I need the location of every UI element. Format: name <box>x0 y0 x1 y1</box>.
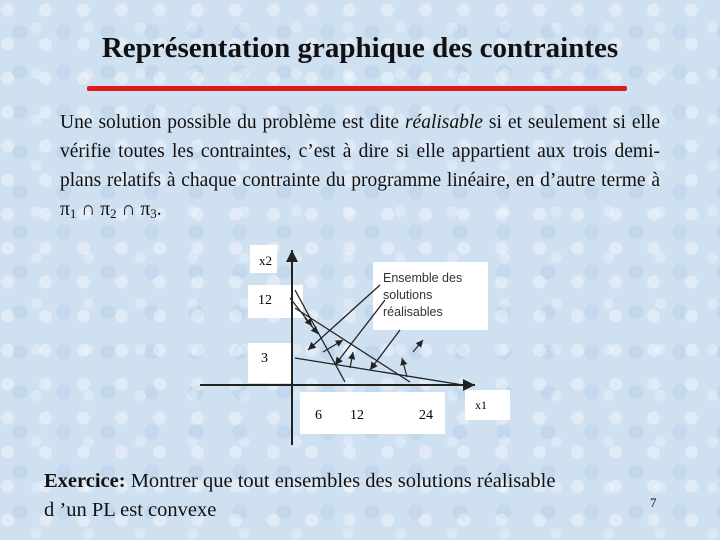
intersection-symbol-1: ∩ <box>76 199 101 220</box>
x-tick-12: 12 <box>350 408 364 423</box>
pi-symbol-2: π <box>100 199 111 220</box>
callout-arrow-3 <box>370 330 400 370</box>
pi-symbol-3: π <box>140 199 151 220</box>
pi-subscript-1: 1 <box>69 206 77 221</box>
paragraph-part1: Une solution possible du problème est dite <box>60 112 405 133</box>
slide-title: Représentation graphique des contraintes <box>101 32 619 64</box>
x-tick-24: 24 <box>419 408 433 423</box>
y-axis-label: x2 <box>259 253 272 268</box>
callout-line-1: Ensemble des <box>383 271 463 285</box>
exercise-text: Montrer que tout ensembles des solutions réalisable <box>125 470 556 492</box>
x-axis-label-box <box>465 390 510 420</box>
paragraph-end: . <box>156 199 162 220</box>
direction-arrow-5 <box>402 358 407 377</box>
callout-line-3: réalisables <box>383 305 443 319</box>
y-tick-3-box <box>248 343 293 383</box>
intersection-symbol-2: ∩ <box>116 199 141 220</box>
direction-arrow-6 <box>413 340 423 352</box>
y-tick-12-box <box>248 285 303 318</box>
exercise-text-line2: d ’un PL est convexe <box>44 499 217 521</box>
exercise-statement <box>44 467 664 525</box>
paragraph-part2: si et seulement si elle vérifie toutes les contraintes, c’est à dire si elle appartient aux trois demi-plans relatifs à chaque contrainte du programme linéaire, en d’autre terme à <box>60 112 660 191</box>
x-tick-6: 6 <box>315 408 322 423</box>
exercise-label: Exercice: <box>44 470 126 492</box>
callout-arrow-2 <box>335 300 385 365</box>
callout-line-2: solutions <box>383 288 433 302</box>
x-axis-label: x1 <box>475 398 487 412</box>
pi-subscript-3: 3 <box>150 206 157 221</box>
paragraph-emphasis: réalisable <box>404 112 483 133</box>
definition-paragraph <box>60 108 660 228</box>
direction-arrow-4 <box>350 352 353 368</box>
pi-symbol-1: π <box>60 199 70 220</box>
page-number: 7 <box>650 495 657 510</box>
title-underline <box>87 86 627 91</box>
y-tick-3: 3 <box>261 351 268 366</box>
pi-subscript-2: 2 <box>110 206 117 221</box>
y-tick-12: 12 <box>258 293 272 308</box>
feasible-region-figure <box>195 240 525 450</box>
feasible-region-svg <box>195 240 525 450</box>
